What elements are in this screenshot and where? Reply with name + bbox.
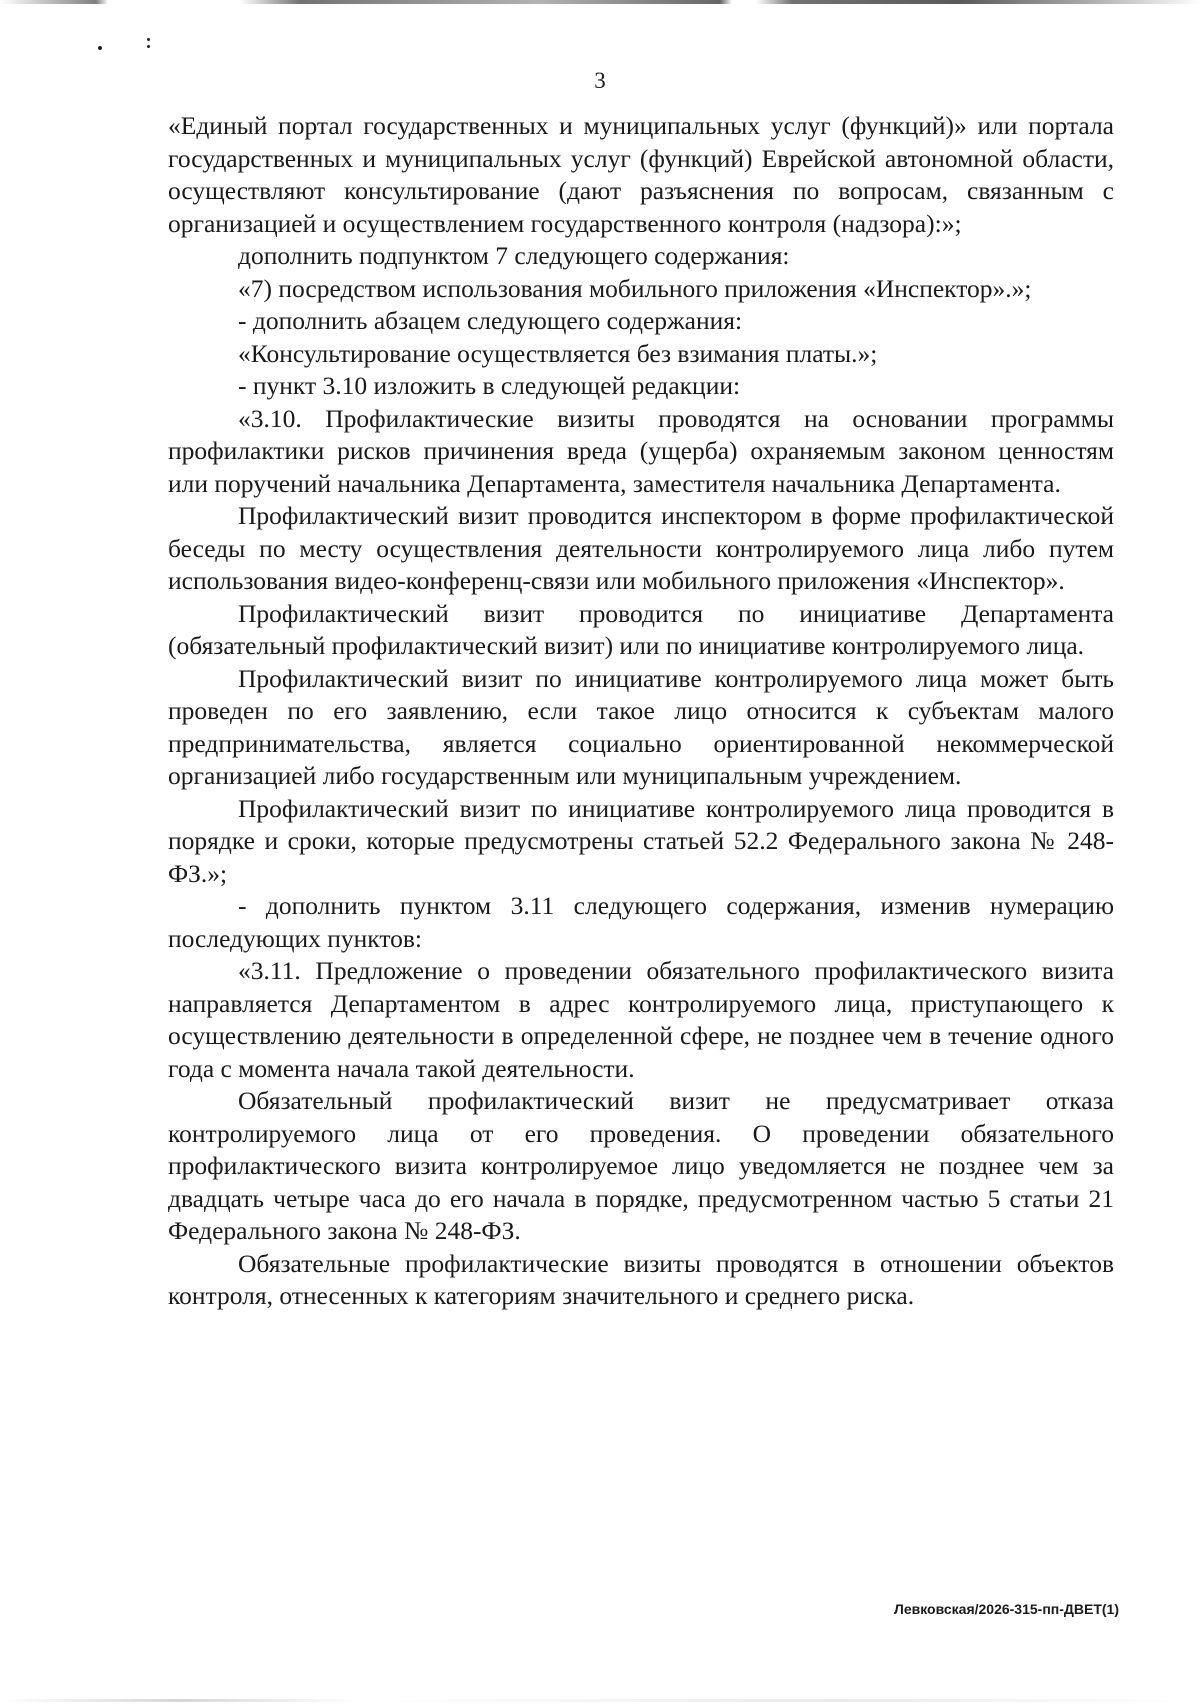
paragraph-4: - дополнить абзацем следующего содержания:: [238, 306, 743, 335]
paragraph-13: «3.11. Предложение о проведении обязательного профилактического визита направляется Департаментом в адрес контролируемого лица, приступающего к осуществлению деятельности в определенной сфере, не позднее чем в течение одного года с момента начала такой деятельности.: [168, 956, 1114, 1083]
document-body: [168, 110, 1114, 1313]
scan-speck: [147, 45, 150, 48]
paragraph-7: «3.10. Профилактические визиты проводятся на основании программы профилактики рисков причинения вреда (ущерба) охраняемым законом ценностям или поручений начальника Департамента, заместителя начальника Департамента.: [168, 403, 1114, 498]
paragraph-9: Профилактический визит проводится по инициативе Департамента (обязательный профилактический визит) или по инициативе контролируемого лица.: [168, 598, 1114, 660]
paragraph-15: Обязательные профилактические визиты проводятся в отношении объектов контроля, отнесенных к категориям значительного и среднего риска.: [168, 1248, 1114, 1310]
scan-top-edge: [0, 0, 1200, 4]
document-registration-code: Левковская/2026-315-пп-ДВЕТ(1): [894, 1601, 1119, 1617]
paragraph-6: - пункт 3.10 изложить в следующей редакции:: [238, 371, 741, 400]
paragraph-5: «Консультирование осуществляется без взимания платы.»;: [238, 338, 878, 368]
paragraph-11: Профилактический визит по инициативе контролируемого лица проводится в порядке и сроки, которые предусмотрены статьей 52.2 Федерального закона № 248-ФЗ.»;: [168, 793, 1114, 888]
paragraph-3: «7) посредством использования мобильного приложения «Инспектор».»;: [238, 273, 1032, 303]
paragraph-8: Профилактический визит проводится инспектором в форме профилактической беседы по месту осуществления деятельности контролируемого лица либо путем использования видео-конференц-связи или мобильного приложения «Инспектор».: [168, 501, 1114, 595]
paragraph-1: «Единый портал государственных и муниципальных услуг (функций)» или портала государственных и муниципальных услуг (функций) Еврейской автономной области, осуществляют консультирование (дают разъяснения по вопросам, связанным с организацией и осуществлением государственного контроля (надзора):»;: [168, 111, 1114, 238]
paragraph-10: Профилактический визит по инициативе контролируемого лица может быть проведен по его заявлению, если такое лицо относится к субъектам малого предпринимательства, является социально ориентированной некоммерческой организацией либо государственным или муниципальным учреждением.: [168, 663, 1114, 790]
scan-bottom-edge: [0, 1699, 1200, 1702]
paragraph-2: дополнить подпунктом 7 следующего содержания:: [238, 241, 790, 270]
scan-speck: [98, 46, 102, 50]
scan-speck: [147, 38, 150, 41]
page-number: 3: [594, 68, 606, 93]
paragraph-14: Обязательный профилактический визит не предусматривает отказа контролируемого лица от его проведения. О проведении обязательного профилактического визита контролируемое лицо уведомляется не позднее чем за двадцать четыре часа до его начала в порядке, предусмотренном частью 5 статьи 21 Федерального закона № 248-ФЗ.: [168, 1086, 1114, 1245]
paragraph-12: - дополнить пунктом 3.11 следующего содержания, изменив нумерацию последующих пунктов:: [168, 891, 1114, 953]
